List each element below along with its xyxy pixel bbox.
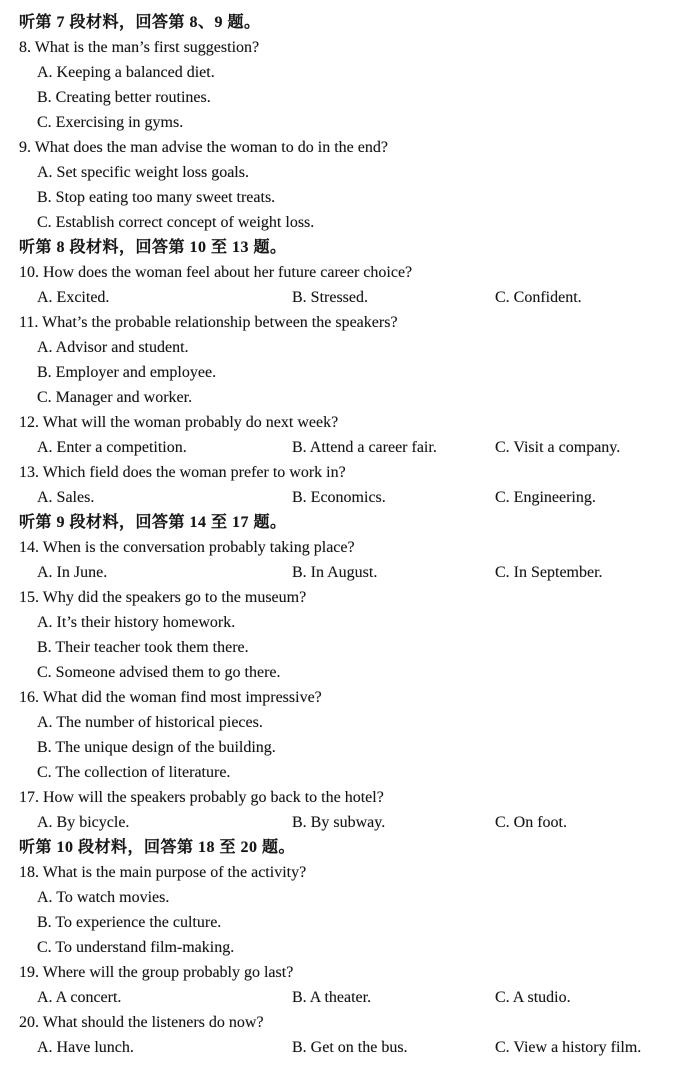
- option-a: A. It’s their history homework.: [37, 614, 236, 631]
- option-b: B. Stressed.: [292, 289, 368, 306]
- option-c: C. Establish correct concept of weight loss.: [37, 214, 315, 231]
- option-a: A. Sales.: [37, 489, 95, 506]
- option-b: B. A theater.: [292, 989, 372, 1006]
- option-b: B. In August.: [292, 564, 378, 581]
- option-a: A. The number of historical pieces.: [37, 714, 263, 731]
- question-prompt: 11. What’s the probable relationship between the speakers?: [19, 314, 398, 331]
- question-prompt: 16. What did the woman find most impressive?: [19, 689, 322, 706]
- question-prompt: 20. What should the listeners do now?: [19, 1014, 264, 1031]
- options-row: [0, 485, 683, 510]
- question-prompt: 19. Where will the group probably go last?: [19, 964, 294, 981]
- option-b: B. Creating better routines.: [37, 89, 211, 106]
- option-c: C. To understand film-making.: [37, 939, 235, 956]
- option-c: C. Engineering.: [495, 489, 596, 506]
- option-a: A. Have lunch.: [37, 1039, 134, 1056]
- question-prompt: 15. Why did the speakers go to the museum?: [19, 589, 307, 606]
- question-prompt: 8. What is the man’s first suggestion?: [19, 39, 260, 56]
- question-prompt: 18. What is the main purpose of the activity?: [19, 864, 307, 881]
- option-c: C. Confident.: [495, 289, 582, 306]
- options-row: [0, 985, 683, 1010]
- option-c: C. A studio.: [495, 989, 571, 1006]
- option-b: B. By subway.: [292, 814, 386, 831]
- option-a: A. To watch movies.: [37, 889, 170, 906]
- question-prompt: 10. How does the woman feel about her future career choice?: [19, 264, 413, 281]
- options-row: [0, 435, 683, 460]
- option-c: C. Exercising in gyms.: [37, 114, 184, 131]
- option-a: A. By bicycle.: [37, 814, 130, 831]
- section-header: 听第 7 段材料，回答第 8、9 题。: [19, 14, 261, 31]
- option-a: A. Enter a competition.: [37, 439, 187, 456]
- question-prompt: 14. When is the conversation probably taking place?: [19, 539, 355, 556]
- section-header: 听第 10 段材料，回答第 18 至 20 题。: [19, 839, 296, 856]
- section-header: 听第 8 段材料，回答第 10 至 13 题。: [19, 239, 287, 256]
- options-row: [0, 1035, 683, 1060]
- options-row: [0, 285, 683, 310]
- option-c: C. On foot.: [495, 814, 567, 831]
- option-a: A. Advisor and student.: [37, 339, 189, 356]
- option-b: B. Their teacher took them there.: [37, 639, 249, 656]
- option-c: C. In September.: [495, 564, 603, 581]
- options-row: [0, 810, 683, 835]
- question-prompt: 13. Which field does the woman prefer to work in?: [19, 464, 346, 481]
- question-prompt: 9. What does the man advise the woman to do in the end?: [19, 139, 388, 156]
- option-b: B. The unique design of the building.: [37, 739, 276, 756]
- option-c: C. Someone advised them to go there.: [37, 664, 281, 681]
- option-a: A. Set specific weight loss goals.: [37, 164, 249, 181]
- options-row: [0, 560, 683, 585]
- question-prompt: 17. How will the speakers probably go back to the hotel?: [19, 789, 384, 806]
- option-c: C. View a history film.: [495, 1039, 642, 1056]
- question-prompt: 12. What will the woman probably do next week?: [19, 414, 339, 431]
- section-header: 听第 9 段材料，回答第 14 至 17 题。: [19, 514, 287, 531]
- option-b: B. Get on the bus.: [292, 1039, 408, 1056]
- option-c: C. Manager and worker.: [37, 389, 193, 406]
- option-b: B. Economics.: [292, 489, 386, 506]
- option-b: B. Employer and employee.: [37, 364, 217, 381]
- option-b: B. Attend a career fair.: [292, 439, 437, 456]
- option-b: B. To experience the culture.: [37, 914, 222, 931]
- option-a: A. Keeping a balanced diet.: [37, 64, 215, 81]
- option-c: C. Visit a company.: [495, 439, 621, 456]
- option-a: A. A concert.: [37, 989, 122, 1006]
- option-a: A. In June.: [37, 564, 108, 581]
- option-a: A. Excited.: [37, 289, 110, 306]
- option-c: C. The collection of literature.: [37, 764, 231, 781]
- option-b: B. Stop eating too many sweet treats.: [37, 189, 276, 206]
